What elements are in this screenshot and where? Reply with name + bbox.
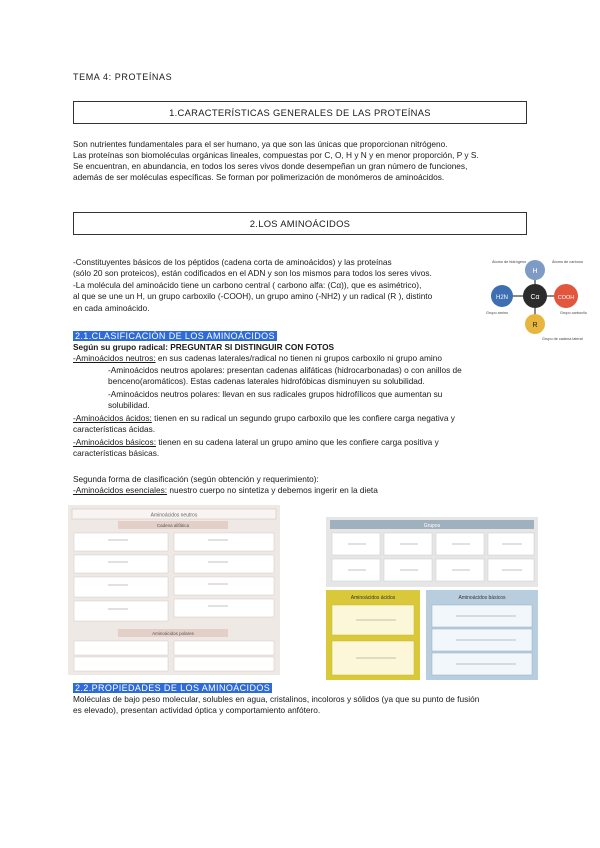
neutros-label: -Aminoácidos neutros: [73, 353, 156, 363]
acidos-line [73, 413, 455, 423]
segun-radical: Según su grupo radical: PREGUNTAR SI DISTINGUIR CON FOTOS [73, 342, 335, 352]
section-2-2-title-wrap [73, 681, 272, 694]
basicos-label: -Aminoácidos básicos: [73, 437, 157, 447]
section-2-1-title-wrap [73, 329, 277, 342]
section-1-line-1: Son nutrientes fundamentales para el ser humano, ya que son las únicas que proporcionan nitrógeno. [73, 139, 448, 149]
section-2-title: 2.LOS AMINOÁCIDOS [73, 212, 527, 235]
section-2-2-title: 2.2.PROPIEDADES DE LOS AMINOÁCIDOS [75, 683, 271, 693]
diagram-nh2-text: H2N [495, 295, 509, 301]
page-header-tema: TEMA 4: PROTEÍNAS [73, 72, 173, 82]
acidos-line-2: características ácidas. [73, 424, 156, 434]
right-table-title: Grupos [423, 523, 441, 529]
section-1-line-3: Se encuentran, en abundancia, en todos los seres vivos donde desempeñan un gran número de funciones, [73, 161, 468, 171]
segunda-forma: Segunda forma de clasificación (según obtención y requerimiento): [73, 474, 319, 484]
apolares-line-1: -Aminoácidos neutros apolares: presentan cadenas alifáticas (hidrocarbonadas) o con anillos de [108, 365, 462, 375]
diagram-label-carbon: Átomo de carbono [552, 260, 584, 264]
section-2-intro-4: al que se une un H, un grupo carboxilo (-COOH), un grupo amino (-NH2) y un radical (R ), distinto [73, 291, 433, 301]
diagram-r-text: R [532, 322, 538, 329]
section-1-title: 1.CARACTERÍSTICAS GENERALES DE LAS PROTEÍNAS [73, 101, 527, 124]
section-2-2-line-1: Moléculas de bajo peso molecular, solubles en agua, cristalinos, incoloros y sólidos (ya que su punto de fusión [73, 694, 480, 704]
neutros-text: en sus cadenas laterales/radical no tienen ni grupos carboxilo ni grupo amino [155, 353, 442, 363]
neutral-amino-acids-table-image [68, 505, 280, 675]
diagram-label-h: Átomo de hidrógeno [492, 260, 527, 264]
acid-basic-amino-acids-table-image [326, 517, 538, 680]
diagram-ca-text: Cα [530, 294, 540, 301]
section-2-intro-2: (sólo 20 son proteicos), están codificados en el ADN y son los mismos para todos los seres vivos. [73, 268, 432, 278]
left-table-sub2: Aminoácidos polares [152, 631, 194, 636]
section-2-2-line-2: es elevado), presentan actividad óptica y comportamiento anfótero. [73, 705, 321, 715]
section-1-line-4: además de ser moléculas específicas. Se forman por polimerización de monómeros de aminoácidos. [73, 172, 445, 182]
apolares-line-2: benceno(aromáticos). Estas cadenas laterales hidrofóbicas disminuyen su solubilidad. [108, 376, 425, 386]
polares-line-2: solubilidad. [108, 400, 150, 410]
section-2-intro-1: -Constituyentes básicos de los péptidos (cadena corta de aminoácidos) y las proteínas [73, 257, 392, 267]
diagram-label-r: Grupo de cadena lateral [542, 337, 583, 341]
diagram-label-cooh: Grupo carboxilo [560, 311, 587, 315]
acidos-label: -Aminoácidos ácidos: [73, 413, 152, 423]
section-2-intro-3: -La molécula del aminoácido tiene un carbono central ( carbono alfa: (Cα)), que es asimétrico), [73, 280, 422, 290]
section-2-1-title: 2.1.CLASIFICACIÓN DE LOS AMINOÁCIDOS [75, 331, 275, 341]
diagram-label-nh2: Grupo amino [486, 311, 508, 315]
diagram-cooh-text: COOH [557, 295, 575, 301]
basicos-line-2: características básicas. [73, 448, 160, 458]
esenciales-line [73, 485, 378, 495]
esenciales-label: -Aminoácidos esenciales: [73, 485, 168, 495]
section-1-line-2: Las proteínas son biomoléculas orgánicas lineales, compuestas por C, O, H y N y en menor proporción, P y S. [73, 150, 479, 160]
polares-line-1: -Aminoácidos neutros polares: llevan en sus radicales grupos hidrofílicos que aumentan su [108, 389, 443, 399]
acidos-text: tienen en su radical un segundo grupo carboxilo que les confiere carga negativa y [151, 413, 455, 423]
amino-acid-structure-diagram [478, 252, 588, 344]
right-table-acid-title: Aminoácidos ácidos [350, 595, 396, 601]
basicos-line [73, 437, 439, 447]
left-table-sub1: Cadena alifática [156, 523, 190, 528]
section-2-intro-5: en cada aminoácido. [73, 303, 150, 313]
left-table-title: Aminoácidos neutros [150, 512, 198, 519]
right-table-basic-title: Aminoácidos básicos [458, 595, 506, 601]
diagram-h-text: H [532, 268, 538, 275]
basicos-text: tienen en su cadena lateral un grupo amino que les confiere carga positiva y [156, 437, 439, 447]
esenciales-text: nuestro cuerpo no sintetiza y debemos ingerir en la dieta [167, 485, 378, 495]
neutros-line [73, 353, 442, 363]
